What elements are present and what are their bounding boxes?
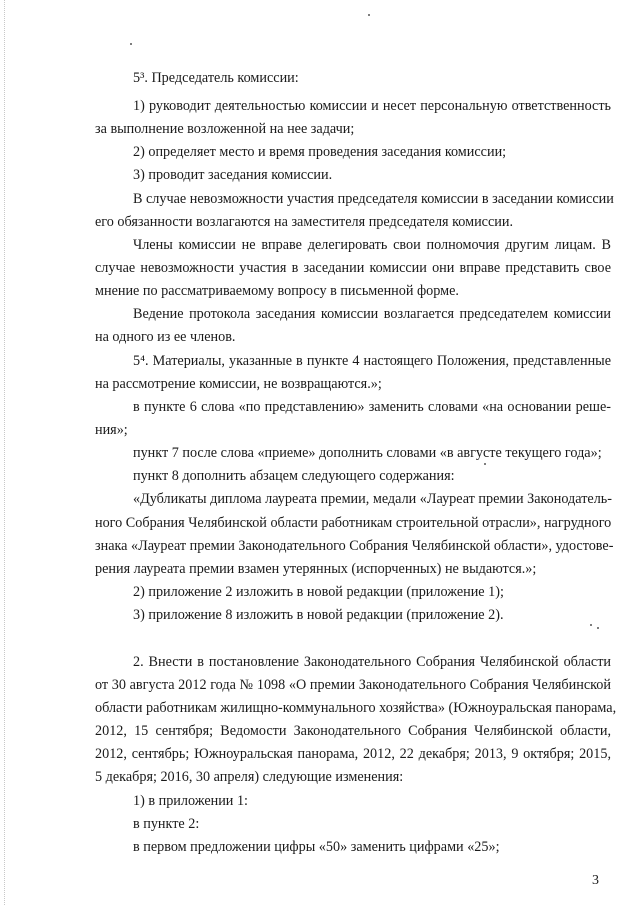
paragraph-line: на рассмотрение комиссии, не возвращаются.»; (95, 376, 382, 392)
paragraph-line: 3) проводит заседания комиссии. (133, 167, 333, 183)
scan-speck (484, 463, 486, 465)
paragraph-line: 2. Внести в постановление Законодательного Собрания Челябинской области (133, 654, 611, 670)
paragraph-line: его обязанности возлагаются на заместителя председателя комиссии. (95, 214, 513, 230)
paragraph-line: 5³. Председатель комиссии: (133, 70, 299, 86)
paragraph-line: ния»; (95, 422, 128, 438)
paragraph-line: 2) определяет место и время проведения заседания комиссии; (133, 144, 507, 160)
scan-speck (597, 627, 599, 629)
paragraph-line: случае невозможности участия в заседании комиссии они вправе представить свое (95, 260, 611, 276)
paragraph-line: мнение по рассматриваемому вопросу в письменной форме. (95, 283, 459, 299)
paragraph-line: знака «Лауреат премии Законодательного Собрания Челябинской области», удостове- (95, 538, 614, 554)
paragraph-line: 1) руководит деятельностью комиссии и несет персональную ответственность (133, 98, 611, 114)
paragraph-line: на одного из ее членов. (95, 329, 236, 345)
paragraph-line: рения лауреата премии взамен утерянных (испорченных) не выдаются.»; (95, 561, 537, 577)
paragraph-line: 5⁴. Материалы, указанные в пункте 4 настоящего Положения, представленные (133, 353, 611, 369)
paragraph-line: пункт 7 после слова «приеме» дополнить словами «в августе текущего года»; (133, 445, 602, 461)
scan-speck (130, 43, 132, 45)
scan-speck (368, 14, 370, 16)
paragraph-line: «Дубликаты диплома лауреата премии, медали «Лауреат премии Законодатель- (133, 491, 612, 507)
paragraph-line: пункт 8 дополнить абзацем следующего содержания: (133, 468, 455, 484)
paragraph-line: Члены комиссии не вправе делегировать свои полномочия другим лицам. В (133, 237, 611, 253)
paragraph-line: 5 декабря; 2016, 30 апреля) следующие изменения: (95, 769, 404, 785)
paragraph-line: Ведение протокола заседания комиссии возлагается председателем комиссии (133, 306, 611, 322)
scan-speck (590, 624, 592, 626)
paragraph-line: от 30 августа 2012 года № 1098 «О премии Законодательного Собрания Челябинской (95, 677, 611, 693)
paragraph-line: В случае невозможности участия председателя комиссии в заседании комиссии (133, 191, 614, 207)
paragraph-line: области работникам жилищно-коммунального хозяйства» (Южноуральская панорама, (95, 700, 617, 716)
paragraph-line: за выполнение возложенной на нее задачи; (95, 121, 355, 137)
paragraph-line: в первом предложении цифры «50» заменить цифрами «25»; (133, 839, 500, 855)
paragraph-line: 3) приложение 8 изложить в новой редакции (приложение 2). (133, 607, 504, 623)
paragraph-line: ного Собрания Челябинской области работникам строительной отрасли», нагрудного (95, 515, 612, 531)
page-number: 3 (592, 873, 599, 888)
paragraph-line: 2) приложение 2 изложить в новой редакции (приложение 1); (133, 584, 504, 600)
paragraph-line: в пункте 2: (133, 816, 200, 832)
scan-margin-line (4, 0, 6, 905)
paragraph-line: в пункте 6 слова «по представлению» заменить словами «на основании реше- (133, 399, 611, 415)
paragraph-line: 2012, сентябрь; Южноуральская панорама, 2012, 22 декабря; 2013, 9 октября; 2015, (95, 746, 611, 762)
paragraph-line: 2012, 15 сентября; Ведомости Законодательного Собрания Челябинской области, (95, 723, 611, 739)
paragraph-line: 1) в приложении 1: (133, 793, 248, 809)
